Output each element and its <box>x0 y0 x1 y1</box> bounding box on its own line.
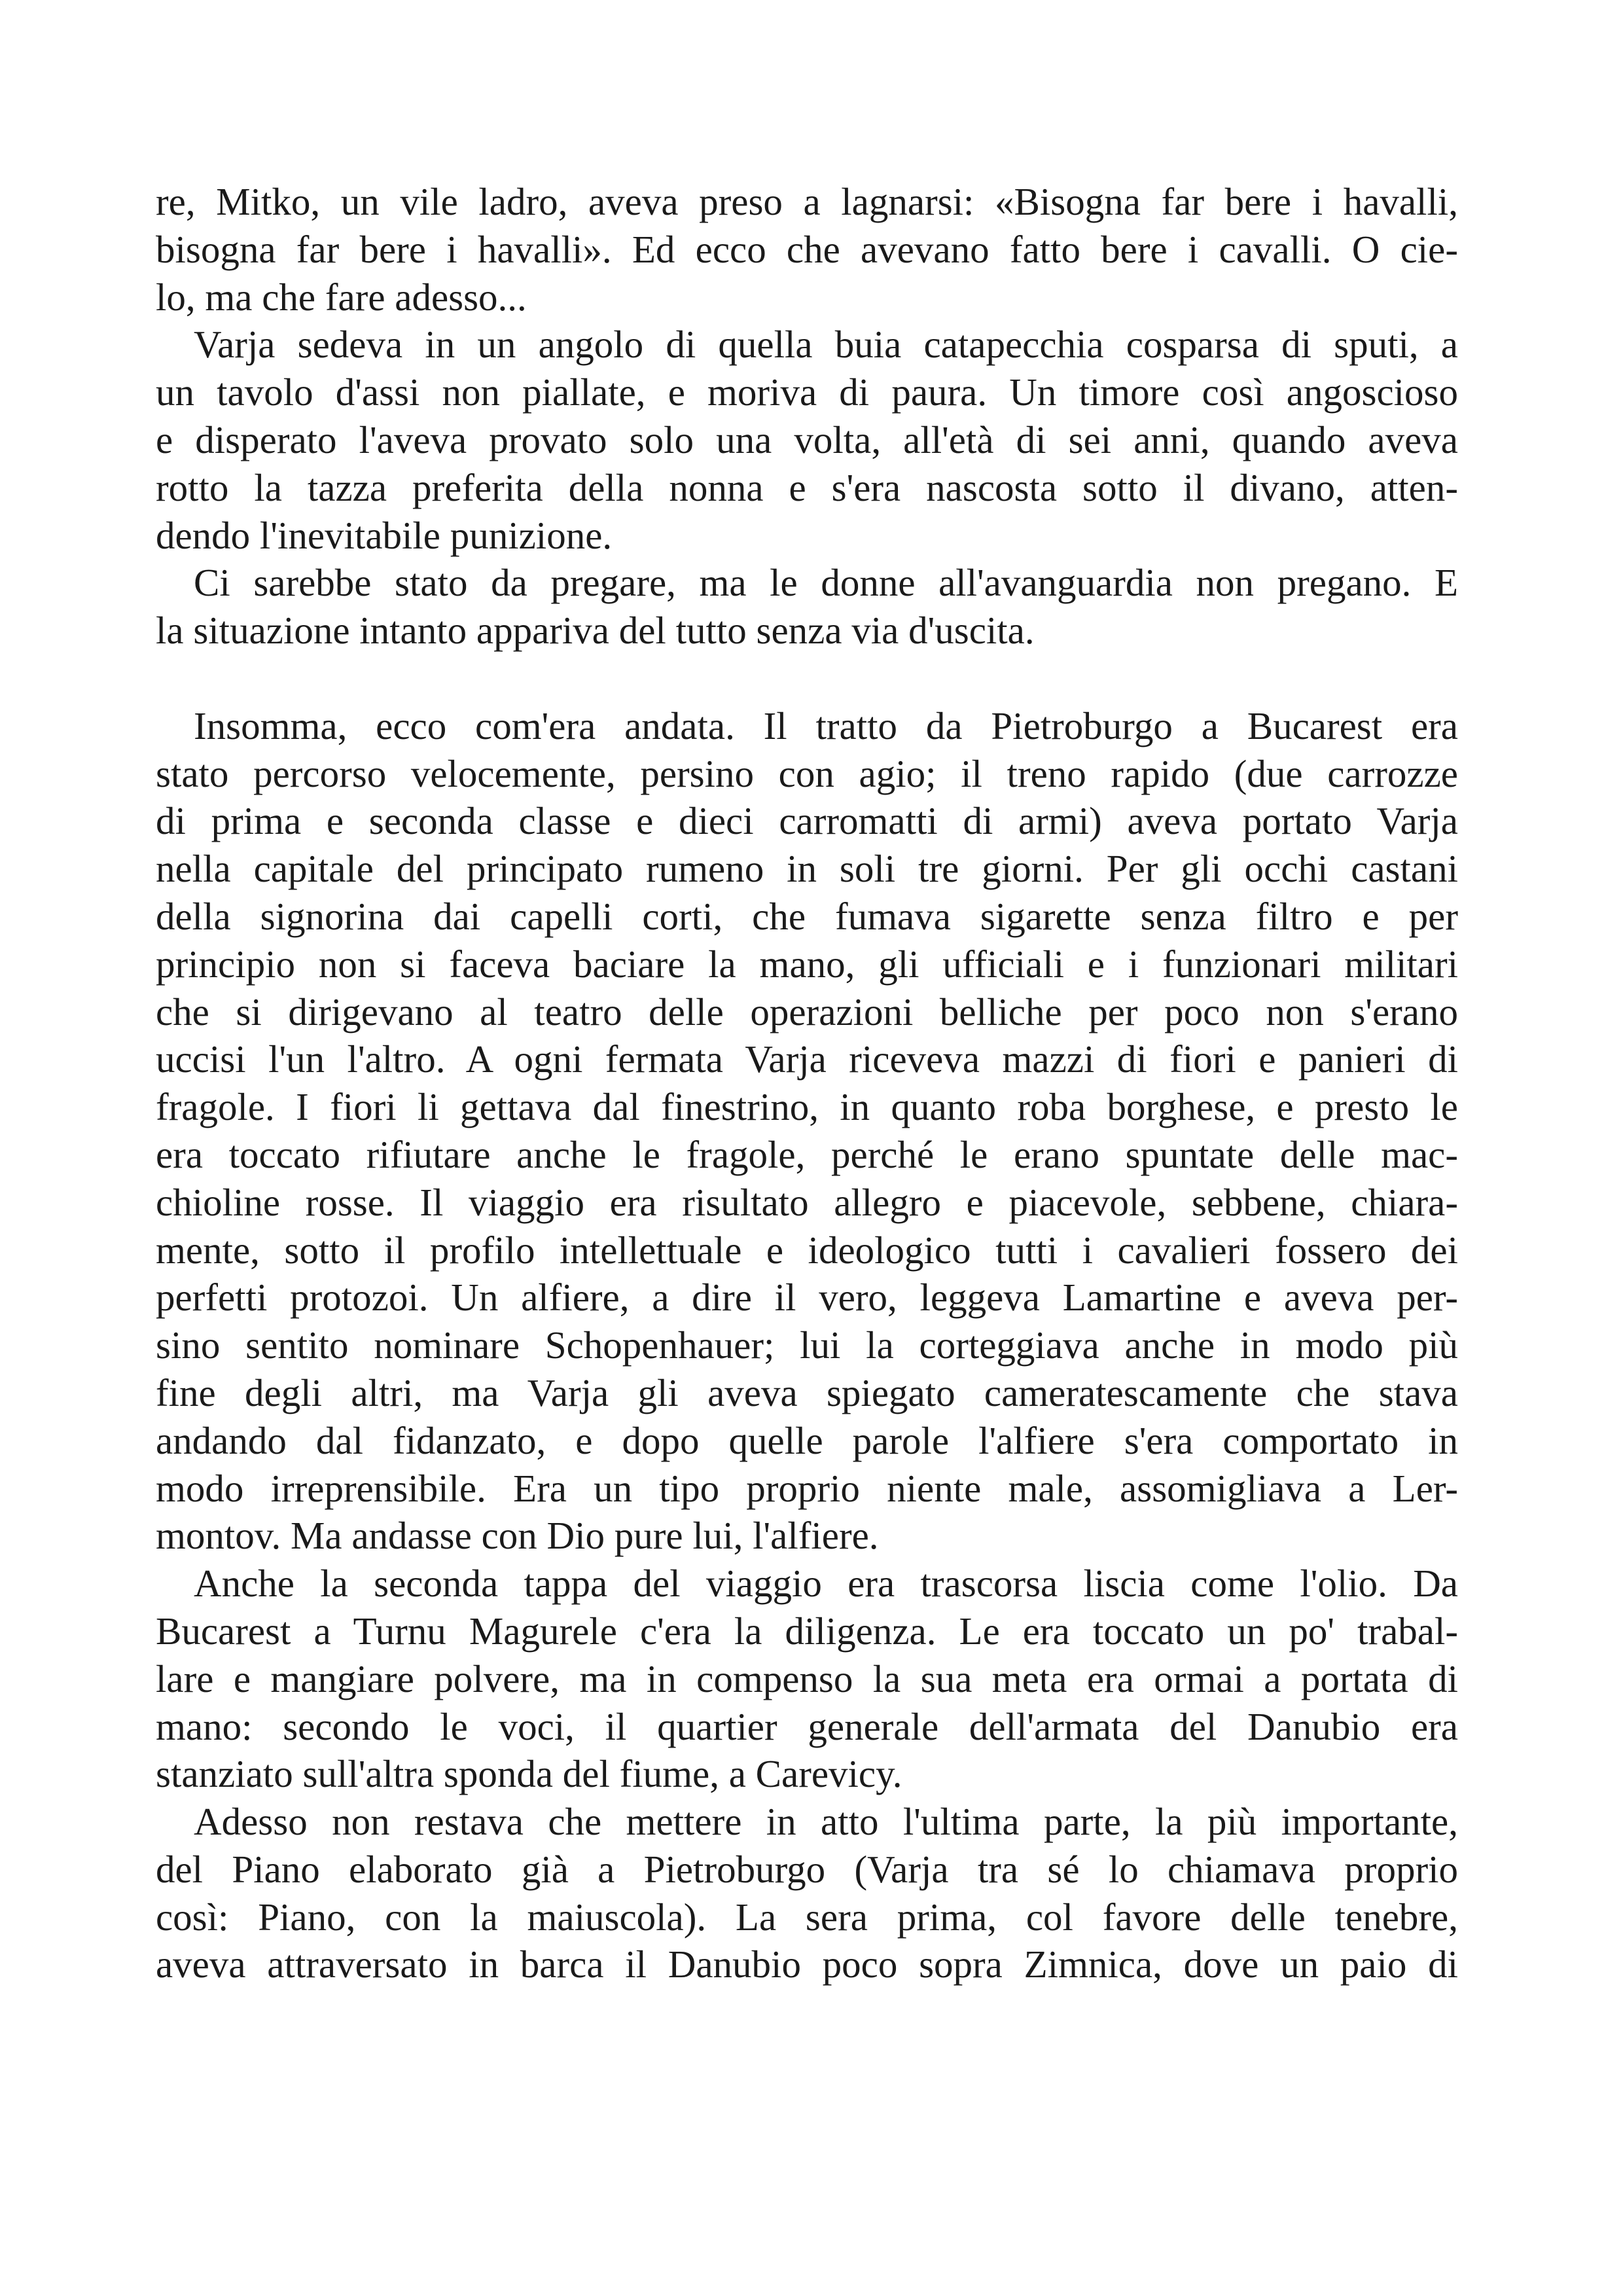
text-line: la situazione intanto appariva del tutto senza via d'uscita. <box>156 609 1035 653</box>
text-line: che si dirigevano al teatro delle operazioni belliche per poco non s'erano <box>156 990 1458 1033</box>
text-line: fragole. I fiori li gettava dal finestrino, in quanto roba borghese, e presto le <box>156 1085 1458 1129</box>
text-line: dendo l'inevitabile punizione. <box>156 513 613 557</box>
text-line: e disperato l'aveva provato solo una volta, all'età di sei anni, quando aveva <box>156 418 1458 461</box>
paragraph <box>156 702 1458 1560</box>
paragraph <box>156 1798 1458 1988</box>
text-line: stanziato sull'altra sponda del fiume, a Carevicy. <box>156 1752 902 1796</box>
text-line: Ci sarebbe stato da pregare, ma le donne all'avanguardia non pregano. E <box>194 561 1458 605</box>
paragraph <box>156 178 1458 321</box>
text-line: montov. Ma andasse con Dio pure lui, l'alfiere. <box>156 1514 879 1558</box>
text-line: Adesso non restava che mettere in atto l'ultima parte, la più importante, <box>194 1800 1458 1844</box>
text-line: Anche la seconda tappa del viaggio era trascorsa liscia come l'olio. Da <box>194 1562 1458 1605</box>
text-line: lare e mangiare polvere, ma in compenso la sua meta era ormai a portata di <box>156 1657 1458 1700</box>
text-line: modo irreprensibile. Era un tipo proprio niente male, assomigliava a Ler- <box>156 1466 1458 1510</box>
text-line: era toccato rifiutare anche le fragole, perché le erano spuntate delle mac- <box>156 1132 1458 1176</box>
paragraph <box>156 1560 1458 1798</box>
text-line: re, Mitko, un vile ladro, aveva preso a lagnarsi: «Bisogna far bere i havalli, <box>156 180 1458 223</box>
page-body <box>156 178 1458 1988</box>
text-line: aveva attraversato in barca il Danubio poco sopra Zimnica, dove un paio di <box>156 1943 1458 1986</box>
text-line: del Piano elaborato già a Pietroburgo (Varja tra sé lo chiamava proprio <box>156 1847 1458 1891</box>
text-line: Bucarest a Turnu Magurele c'era la diligenza. Le era toccato un po' trabal- <box>156 1609 1458 1653</box>
text-line: lo, ma che fare adesso... <box>156 275 527 319</box>
text-line: della signorina dai capelli corti, che fumava sigarette senza filtro e per <box>156 894 1458 938</box>
paragraph <box>156 559 1458 655</box>
text-line: uccisi l'un l'altro. A ogni fermata Varja riceveva mazzi di fiori e panieri di <box>156 1037 1458 1081</box>
text-line: rotto la tazza preferita della nonna e s'era nascosta sotto il divano, atten- <box>156 465 1458 509</box>
text-line: perfetti protozoi. Un alfiere, a dire il vero, leggeva Lamartine e aveva per- <box>156 1276 1458 1319</box>
text-line: nella capitale del principato rumeno in soli tre giorni. Per gli occhi castani <box>156 847 1458 891</box>
text-line: così: Piano, con la maiuscola). La sera prima, col favore delle tenebre, <box>156 1895 1458 1939</box>
text-line: principio non si faceva baciare la mano, gli ufficiali e i funzionari militari <box>156 942 1458 986</box>
text-line: mano: secondo le voci, il quartier generale dell'armata del Danubio era <box>156 1704 1458 1748</box>
text-line: sino sentito nominare Schopenhauer; lui la corteggiava anche in modo più <box>156 1323 1458 1367</box>
text-line: stato percorso velocemente, persino con agio; il treno rapido (due carrozze <box>156 751 1458 795</box>
text-line: andando dal fidanzato, e dopo quelle parole l'alfiere s'era comportato in <box>156 1418 1458 1462</box>
text-line: di prima e seconda classe e dieci carromatti di armi) aveva portato Varja <box>156 799 1458 843</box>
text-line: Varja sedeva in un angolo di quella buia catapecchia cosparsa di sputi, a <box>194 323 1458 367</box>
text-line: Insomma, ecco com'era andata. Il tratto da Pietroburgo a Bucarest era <box>194 704 1458 747</box>
text-line: bisogna far bere i havalli». Ed ecco che avevano fatto bere i cavalli. O cie- <box>156 227 1458 271</box>
text-line: chioline rosse. Il viaggio era risultato allegro e piacevole, sebbene, chiara- <box>156 1180 1458 1224</box>
paragraph <box>156 321 1458 559</box>
section-break <box>156 655 1458 702</box>
text-line: fine degli altri, ma Varja gli aveva spiegato cameratescamente che stava <box>156 1371 1458 1414</box>
text-line: mente, sotto il profilo intellettuale e ideologico tutti i cavalieri fossero dei <box>156 1228 1458 1272</box>
text-line: un tavolo d'assi non piallate, e moriva di paura. Un timore così angoscioso <box>156 370 1458 414</box>
